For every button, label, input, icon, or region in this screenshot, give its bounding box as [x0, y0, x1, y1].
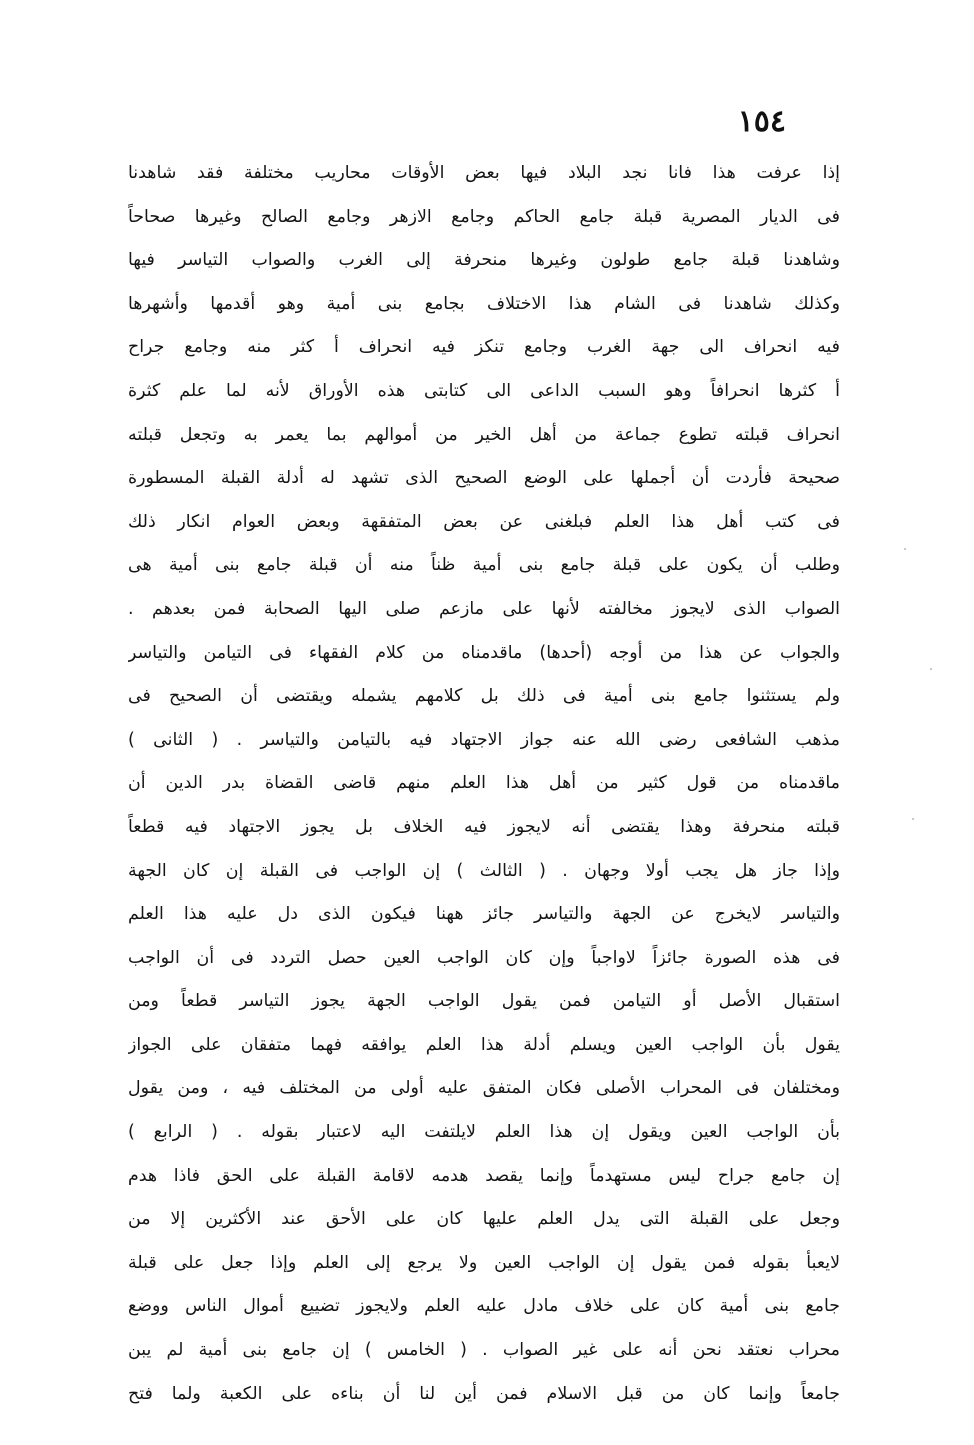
- text-line: استقبال الأصل أو التيامن فمن يقول الواجب الجهة يجوز التياسر قطعاً ومن: [128, 991, 840, 1012]
- text-line: إذا عرفت هذا فانا نجد البلاد فيها بعض الأوقات محاريب مختلفة فقد شاهدنا: [128, 163, 840, 183]
- text-line: بأن الواجب العين ويقول إن هذا العلم لايلتفت اليه لاعتبار بقوله . ( الرابع ): [128, 1122, 840, 1143]
- scan-speck: [912, 818, 914, 820]
- body-text: [128, 152, 840, 1416]
- text-line: ماقدمناه من قول كثير من أهل هذا العلم منهم قاضى القضاة بدر الدين أن: [128, 773, 840, 794]
- text-line: والجواب عن هذا من أوجه (أحدها) ماقدمناه من كلام الفقهاء فى التيامن والتياسر: [128, 642, 840, 663]
- text-line: وإذا جاز هل يجب أولا وجهان . ( الثالث ) إن الواجب فى القبلة إن كان الجهة: [128, 860, 840, 881]
- text-line: فيه انحراف الى جهة الغرب وجامع تنكز فيه انحراف أ كثر منه وجامع جراح: [128, 337, 840, 358]
- text-line: انحراف قبلته تطوع جماعة من أهل الخير من أموالهم بما يعمر به وتجعل قبلته: [128, 424, 840, 445]
- text-line: فى الديار المصرية قبلة جامع الحاكم وجامع الازهر وجامع الصالح وغيرها صحاحاً: [128, 206, 840, 227]
- text-line: أ كثرها انحرافاً وهو السبب الداعى الى كتابتى هذه الأوراق لأنه لما علم كثرة: [128, 380, 840, 401]
- text-line: صحيحة فأردت أن أجملها على الوضع الصحيح الذى تشهد له أدلة القبلة المسطورة: [128, 468, 840, 489]
- scan-speck: [904, 548, 906, 550]
- scan-speck: [930, 668, 932, 670]
- text-line: محراب نعتقد نحن أنه على غير الصواب . ( الخامس ) إن جامع بنى أمية لم يبن: [128, 1340, 840, 1361]
- text-line: يقول بأن الواجب العين ويسلم أدلة هذا العلم يوافقه فهما متفقان على الجواز: [128, 1034, 840, 1055]
- page-number: ١٥٤: [737, 104, 786, 139]
- text-line: جامع بنى أمية كان على خلاف مادل عليه العلم ولايجوز تضييع أموال الناس ووضع: [128, 1296, 840, 1317]
- text-line: وكذلك شاهدنا فى الشام هذا الاختلاف بجامع بنى أمية وهو أقدمها وأشهرها: [128, 293, 840, 314]
- text-line: وطلب أن يكون على قبلة جامع بنى أمية ظناً منه أن قبلة جامع بنى أمية هى: [128, 555, 840, 576]
- text-line: وجعل على القبلة التى يدل العلم عليها كان على الأحق عند الأكثرين إلا من: [128, 1209, 840, 1230]
- text-line: الصواب الذى لايجوز مخالفته لأنها على مازعم صلى اليها الصحابة فمن بعدهم .: [128, 598, 840, 619]
- text-line: قبلته منحرفة وهذا يقتضى أنه لايجوز فيه الخلاف بل يجوز الاجتهاد فيه قطعاً: [128, 816, 840, 837]
- text-line: والتياسر لايخرج عن الجهة والتياسر جائز ههنا فيكون الذى دل عليه هذا العلم: [128, 904, 840, 925]
- text-line: وشاهدنا قبلة جامع طولون وغيرها منحرفة إلى الغرب والصواب التياسر فيها: [128, 250, 840, 271]
- text-line: إن جامع جراح ليس مستهدماً وإنما يقصد هدمه لاقامة القبلة على الحق فاذا هدم: [128, 1165, 840, 1186]
- text-line: فى كتب أهل هذا العلم فبلغنى عن بعض المتفقهة وبعض العوام انكار ذلك: [128, 511, 840, 532]
- text-line: مذهب الشافعى رضى الله عنه جواز الاجتهاد فيه بالتيامن والتياسر . ( الثانى ): [128, 729, 840, 750]
- text-line: جامعاً وإنما كان من قبل الاسلام فمن أين لنا أن بناءه على الكعبة ولما فتح: [128, 1383, 840, 1404]
- text-line: ومختلفان فى المحراب الأصلى فكان المتفق عليه أولى من المختلف فيه ، ومن يقول: [128, 1078, 840, 1099]
- text-line: ولم يستثنوا جامع بنى أمية فى ذلك بل كلامهم يشمله ويقتضى أن الصحيح فى: [128, 686, 840, 707]
- text-line: لايعبأ بقوله فمن يقول إن الواجب العين ولا يرجع إلى العلم وإذا جعل على قبلة: [128, 1252, 840, 1273]
- text-line: فى هذه الصورة جائزاً لاواجباً وإن كان الواجب العين حصل التردد فى أن الواجب: [128, 947, 840, 968]
